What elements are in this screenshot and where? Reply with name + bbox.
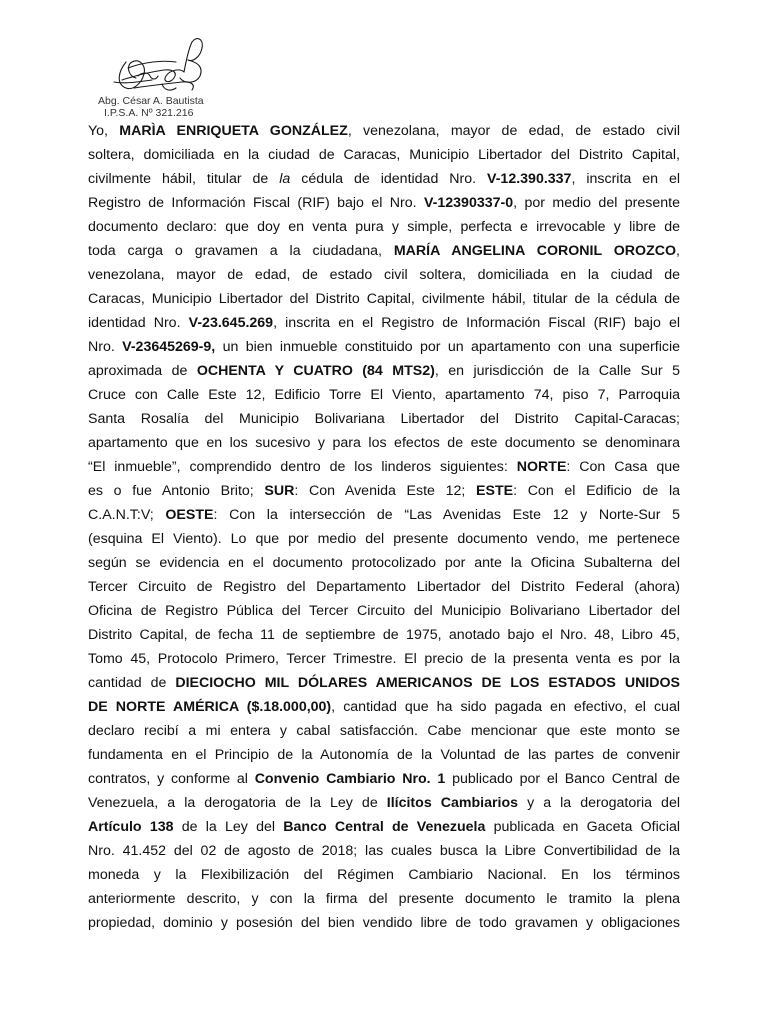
bold-text: V-12.390.337	[487, 171, 572, 187]
signature-caption	[98, 96, 204, 119]
document-line	[88, 743, 680, 767]
text-run: “El inmueble”, comprendido dentro de los linderos siguientes:	[88, 459, 517, 475]
bold-text: V-12390337-0	[423, 195, 514, 211]
text-run: Santa Rosalía del Municipio Bolivariana Libertador del Distrito Capital-Caracas;	[88, 411, 680, 427]
document-line	[88, 623, 680, 647]
document-line	[88, 815, 680, 839]
bold-text: Convenio Cambiario Nro. 1	[254, 771, 446, 787]
bold-text: DE NORTE AMÉRICA ($.18.000,00)	[88, 699, 332, 715]
text-run: anteriormente descrito, y con la firma del presente documento le tramito la plena	[88, 891, 680, 907]
document-line	[88, 239, 680, 263]
document-line	[88, 647, 680, 671]
text-run: Distrito Capital, de fecha 11 de septiembre de 1975, anotado bajo el Nro. 48, Libro 45,	[88, 627, 680, 643]
document-line	[88, 335, 680, 359]
document-line	[88, 911, 680, 935]
bold-text: Artículo 138	[88, 819, 174, 835]
text-run: Tercer Circuito de Registro del Departamento Libertador del Distrito Federal (ahora)	[88, 579, 680, 595]
text-run: Tomo 45, Protocolo Primero, Tercer Trimestre. El precio de la presenta venta es por la	[88, 651, 680, 667]
text-run: declaro recibí a mi entera y cabal satisfacción. Cabe mencionar que este monto se	[88, 723, 680, 739]
text-run: fundamenta en el Principio de la Autonomía de la Voluntad de las partes de convenir	[88, 747, 680, 763]
bold-text: SUR	[264, 483, 295, 499]
bold-text: V-23645269-9,	[122, 339, 216, 355]
document-line	[88, 119, 680, 143]
text-run: documento declaro: que doy en venta pura y simple, perfecta e irrevocable y libre de	[88, 219, 680, 235]
document-line	[88, 431, 680, 455]
text-run: : Con la intersección de “Las Avenidas Este 12 y Norte-Sur 5	[213, 507, 680, 523]
document-line	[88, 887, 680, 911]
text-run: moneda y la Flexibilización del Régimen Cambiario Nacional. En los términos	[88, 867, 680, 883]
text-run: según se evidencia en el documento protocolizado por ante la Oficina Subalterna del	[88, 555, 680, 571]
document-line	[88, 671, 680, 695]
text-run: identidad Nro.	[88, 315, 189, 331]
document-line	[88, 839, 680, 863]
text-run: , inscrita en el Registro de Información Fiscal (RIF) bajo el	[273, 315, 680, 331]
bold-text: OESTE	[165, 507, 214, 523]
text-run: de la Ley del	[173, 819, 284, 835]
document-line	[88, 311, 680, 335]
lawyer-name: Abg. César A. Bautista	[98, 95, 204, 107]
text-run: publicada en Gaceta Oficial	[485, 819, 681, 835]
document-line	[88, 143, 680, 167]
document-line	[88, 575, 680, 599]
bold-text: ESTE	[476, 483, 514, 499]
text-run: toda carga o gravamen a la ciudadana,	[88, 243, 394, 259]
text-run: contratos, y conforme al	[88, 771, 255, 787]
document-line	[88, 863, 680, 887]
bold-text: V-23.645.269	[188, 315, 274, 331]
text-run: ,	[676, 243, 680, 259]
document-line	[88, 287, 680, 311]
text-run: un bien inmueble constituido por un apartamento con una superficie	[215, 339, 680, 355]
text-run: Registro de Información Fiscal (RIF) bajo el Nro.	[88, 195, 424, 211]
text-run: , por medio del presente	[513, 195, 680, 211]
document-line	[88, 263, 680, 287]
document-line	[88, 791, 680, 815]
document-line	[88, 479, 680, 503]
text-run: , cantidad que ha sido pagada en efectivo, el cual	[331, 699, 680, 715]
text-run: venezolana, mayor de edad, de estado civil soltera, domiciliada en la ciudad de	[88, 267, 680, 283]
text-run: Caracas, Municipio Libertador del Distrito Capital, civilmente hábil, titular de la cédula de	[88, 291, 680, 307]
document-line	[88, 215, 680, 239]
document-line	[88, 167, 680, 191]
bold-text: MARÌA ENRIQUETA GONZÁLEZ	[119, 123, 348, 139]
text-run: cantidad de	[88, 675, 176, 691]
document-line	[88, 191, 680, 215]
text-run: : Con Casa que	[566, 459, 680, 475]
text-run: : Con el Edificio de la	[513, 483, 680, 499]
text-run: , en jurisdicción de la Calle Sur 5	[434, 363, 680, 379]
text-run: , inscrita en el	[571, 171, 680, 187]
document-line	[88, 407, 680, 431]
bold-text: NORTE	[516, 459, 567, 475]
text-run: Cruce con Calle Este 12, Edificio Torre El Viento, apartamento 74, piso 7, Parroquia	[88, 387, 680, 403]
text-run: publicado por el Banco Central de	[445, 771, 680, 787]
text-run: aproximada de	[88, 363, 197, 379]
document-line	[88, 527, 680, 551]
text-run: apartamento que en los sucesivo y para los efectos de este documento se denominara	[88, 435, 680, 451]
lawyer-registration: I.P.S.A. Nº 321.216	[104, 106, 194, 119]
bold-text: MARÍA ANGELINA CORONIL OROZCO	[393, 243, 677, 259]
text-run: propiedad, dominio y posesión del bien vendido libre de todo gravamen y obligaciones	[88, 915, 680, 931]
text-run: soltera, domiciliada en la ciudad de Caracas, Municipio Libertador del Distrito Capital,	[88, 147, 680, 163]
document-line	[88, 503, 680, 527]
bold-text: Banco Central de Venezuela	[283, 819, 486, 835]
bold-text: Ilícitos Cambiarios	[386, 795, 519, 811]
document-line	[88, 383, 680, 407]
italic-text: la	[279, 171, 291, 187]
bold-text: OCHENTA Y CUATRO (84 MTS2)	[196, 363, 435, 379]
text-run: C.A.N.T:V;	[88, 507, 166, 523]
bold-text: DIECIOCHO MIL DÓLARES AMERICANOS DE LOS ESTADOS UNIDOS	[175, 675, 680, 691]
document-line	[88, 767, 680, 791]
text-run: cédula de identidad Nro.	[290, 171, 488, 187]
handwritten-signature	[104, 32, 224, 100]
text-run: Venezuela, a la derogatoria de la Ley de	[88, 795, 387, 811]
text-run: Oficina de Registro Pública del Tercer Circuito del Municipio Bolivariano Libertador del	[88, 603, 680, 619]
document-line	[88, 359, 680, 383]
document-line	[88, 695, 680, 719]
text-run: civilmente hábil, titular de	[88, 171, 280, 187]
text-run: Yo,	[88, 123, 120, 139]
document-line	[88, 551, 680, 575]
text-run: : Con Avenida Este 12;	[294, 483, 477, 499]
document-body	[88, 119, 680, 935]
document-line	[88, 719, 680, 743]
text-run: es o fue Antonio Brito;	[88, 483, 265, 499]
text-run: , venezolana, mayor de edad, de estado civil	[347, 123, 680, 139]
text-run: y a la derogatoria del	[518, 795, 680, 811]
document-line	[88, 455, 680, 479]
document-line	[88, 599, 680, 623]
text-run: Nro. 41.452 del 02 de agosto de 2018; las cuales busca la Libre Convertibilidad de la	[88, 843, 680, 859]
text-run: Nro.	[88, 339, 123, 355]
text-run: (esquina El Viento). Lo que por medio del presente documento vendo, me pertenece	[88, 531, 680, 547]
